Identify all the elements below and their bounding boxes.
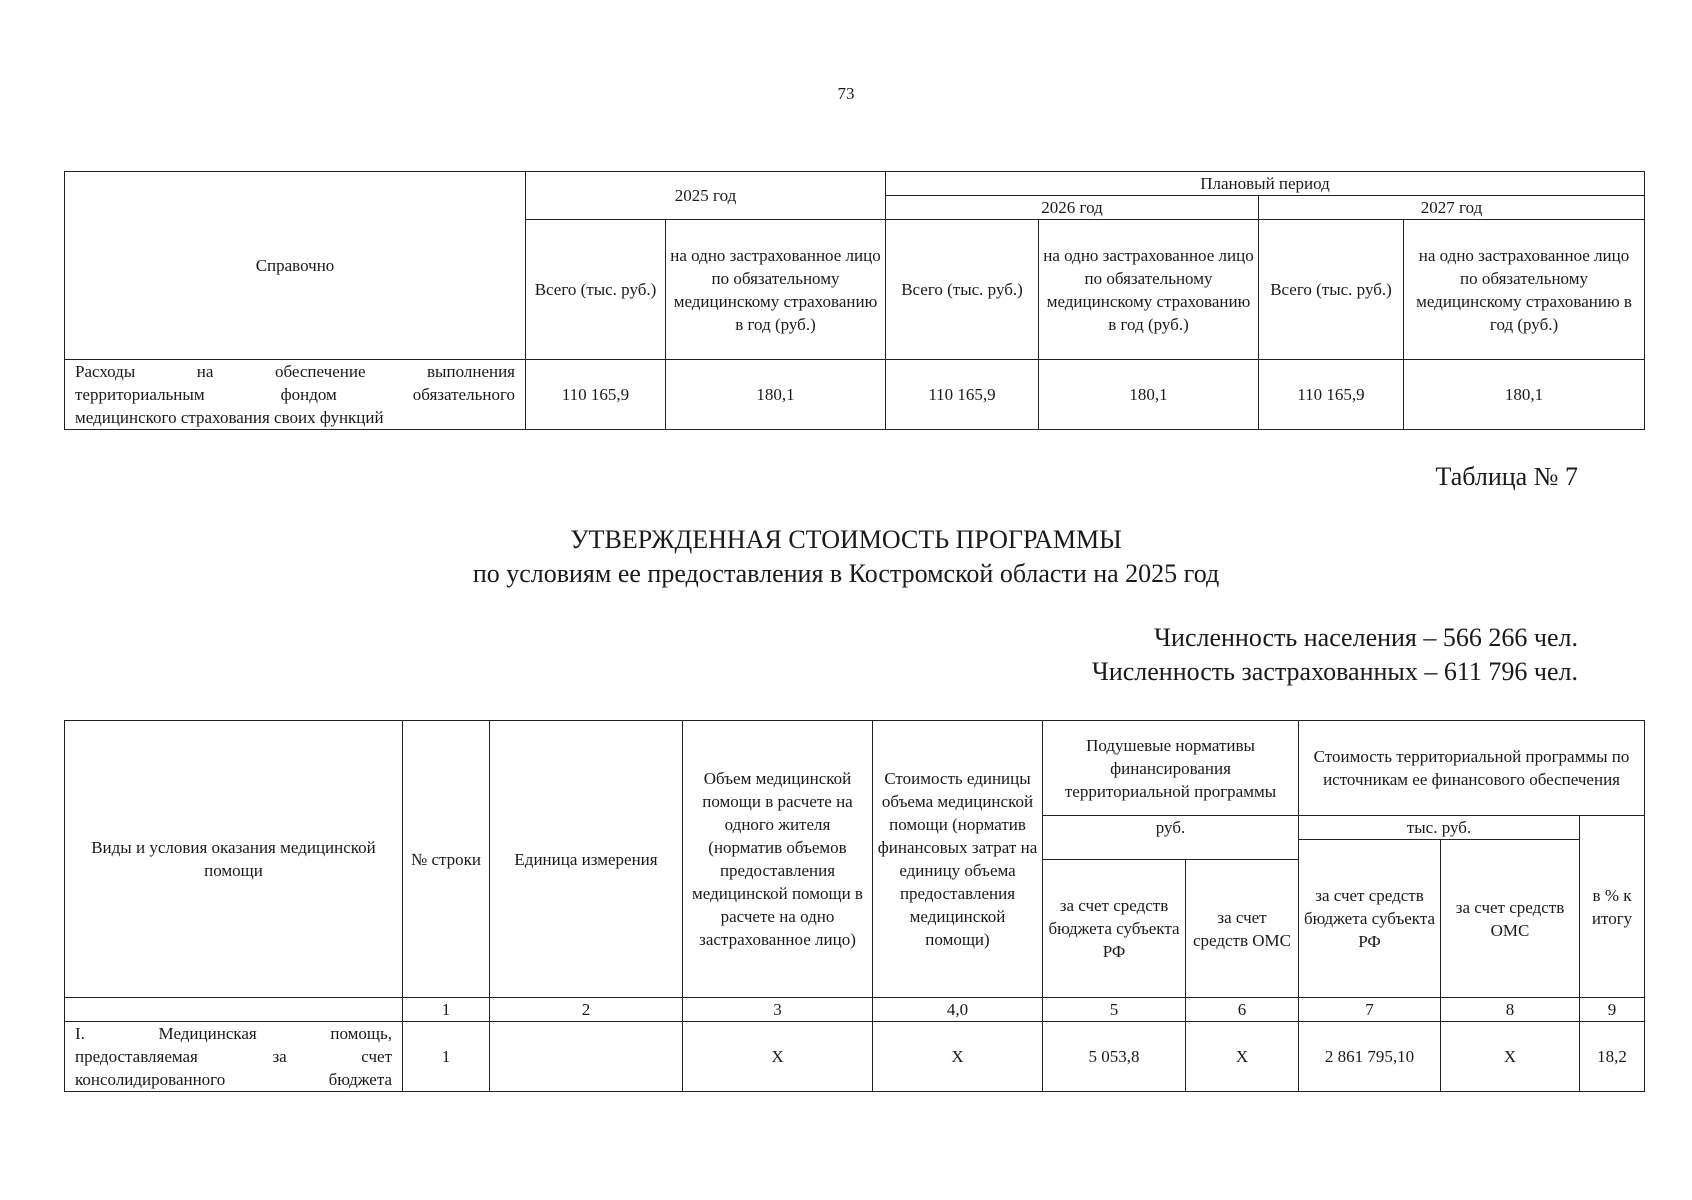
ref-per-2026: 180,1 (1039, 360, 1259, 430)
title-line2: по условиям ее предоставления в Костромской области на 2025 год (472, 559, 1220, 588)
row1-label-line1: I. Медицинская помощь, (75, 1024, 392, 1043)
ref-row-label-line3: медицинского страхования своих функций (75, 408, 384, 427)
header-budget-thous: за счет средств бюджета субъекта РФ (1299, 840, 1441, 998)
ref-per-2027: 180,1 (1404, 360, 1645, 430)
ref-header-label: Справочно (65, 172, 526, 360)
col-number-1: 1 (403, 998, 490, 1022)
ref-total-2026: 110 165,9 (886, 360, 1039, 430)
header-budget-rub: за счет средств бюджета субъекта РФ (1043, 860, 1186, 998)
population-count: Численность населения – 566 266 чел. (1154, 623, 1578, 652)
col-number-7: 7 (1299, 998, 1441, 1022)
header-percent: в % к итогу (1580, 816, 1645, 998)
header-types: Виды и условия оказания медицинской помощи (65, 721, 403, 998)
ref-header-total-2027: Всего (тыс. руб.) (1259, 220, 1404, 360)
ref-header-2025: 2025 год (526, 172, 886, 220)
ref-header-planning-period: Плановый период (886, 172, 1645, 196)
col-number-3: 3 (683, 998, 873, 1022)
col-number-6: 6 (1186, 998, 1299, 1022)
ref-header-total-2025: Всего (тыс. руб.) (526, 220, 666, 360)
header-program-cost: Стоимость территориальной программы по источникам ее финансового обеспечения (1299, 721, 1645, 816)
ref-header-per-insured-2026: на одно застрахованное лицо по обязательному медицинскому страхованию в год (руб.) (1039, 220, 1259, 360)
col-number-0 (65, 998, 403, 1022)
ref-total-2025: 110 165,9 (526, 360, 666, 430)
header-rub: руб. (1043, 816, 1299, 860)
page-number: 73 (837, 84, 855, 103)
row1-oms: Х (1186, 1022, 1299, 1092)
row1-label-line2: предоставляемая за счет (75, 1047, 392, 1066)
row1-label-line3: консолидированного бюджета (75, 1070, 392, 1089)
header-oms-rub: за счет средств ОМС (1186, 860, 1299, 998)
ref-row-label-line1: Расходы на обеспечение выполнения (75, 362, 515, 381)
row1-volume: Х (683, 1022, 873, 1092)
title-line1: УТВЕРЖДЕННАЯ СТОИМОСТЬ ПРОГРАММЫ (570, 525, 1122, 554)
row1-budget: 5 053,8 (1043, 1022, 1186, 1092)
main-table (64, 720, 1645, 1092)
ref-header-2027: 2027 год (1259, 196, 1645, 220)
row1-label (65, 1022, 403, 1092)
row1-row-no: 1 (403, 1022, 490, 1092)
col-number-4: 4,0 (873, 998, 1043, 1022)
ref-per-2025: 180,1 (666, 360, 886, 430)
row1-oms-thous: Х (1441, 1022, 1580, 1092)
row1-cost: Х (873, 1022, 1043, 1092)
reference-table (64, 171, 1645, 430)
col-number-8: 8 (1441, 998, 1580, 1022)
ref-total-2027: 110 165,9 (1259, 360, 1404, 430)
header-cost: Стоимость единицы объема медицинской помощи (норматив финансовых затрат на единицу объема предоставления медицинской помощи) (873, 721, 1043, 998)
header-unit: Единица измерения (490, 721, 683, 998)
col-number-5: 5 (1043, 998, 1186, 1022)
ref-row-label (65, 360, 526, 430)
row1-unit (490, 1022, 683, 1092)
header-per-capita: Подушевые нормативы финансирования территориальной программы (1043, 721, 1299, 816)
ref-header-2026: 2026 год (886, 196, 1259, 220)
insured-count: Численность застрахованных – 611 796 чел. (1091, 657, 1578, 686)
row1-budget-thous: 2 861 795,10 (1299, 1022, 1441, 1092)
ref-header-total-2026: Всего (тыс. руб.) (886, 220, 1039, 360)
row1-percent: 18,2 (1580, 1022, 1645, 1092)
ref-header-per-insured-2027: на одно застрахованное лицо по обязательному медицинскому страхованию в год (руб.) (1404, 220, 1645, 360)
ref-header-per-insured-2025: на одно застрахованное лицо по обязательному медицинскому страхованию в год (руб.) (666, 220, 886, 360)
header-row-no: № строки (403, 721, 490, 998)
col-number-9: 9 (1580, 998, 1645, 1022)
ref-row-label-line2: территориальным фондом обязательного (75, 385, 515, 404)
header-volume: Объем медицинской помощи в расчете на одного жителя (норматив объемов предоставления медицинской помощи в расчете на одно застрахованное лицо) (683, 721, 873, 998)
col-number-2: 2 (490, 998, 683, 1022)
header-thous-rub: тыс. руб. (1299, 816, 1580, 840)
header-oms-thous: за счет средств ОМС (1441, 840, 1580, 998)
table-label: Таблица № 7 (1435, 462, 1578, 491)
